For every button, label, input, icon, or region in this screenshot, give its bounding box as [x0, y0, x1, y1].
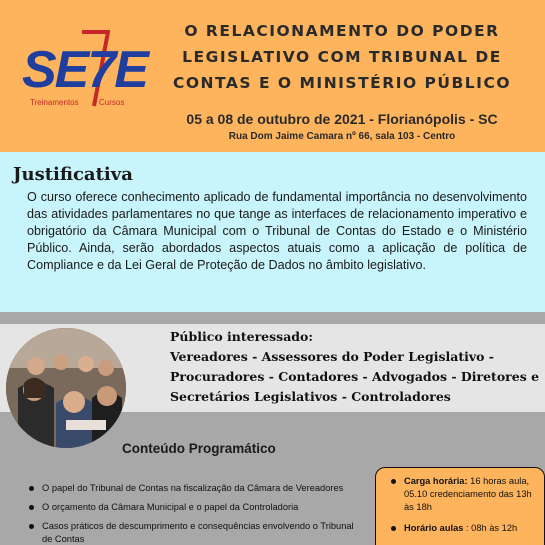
- conteudo-heading: Conteúdo Programático: [122, 441, 276, 456]
- se7e-logo: [22, 28, 147, 116]
- logo-subtext-right: Cursos: [99, 98, 125, 107]
- justificativa-section: [0, 152, 545, 312]
- justificativa-text: O curso oferece conhecimento aplicado de fundamental importância no desenvolvimento das atividades parlamentares no que tange as interfaces de relacionamento imperativo e obrigatório da Câmara Municipal com o Tribunal de Contas do Estado e o Ministério Público. Ainda, serão abordados aspectos atuais como a aplicação de política de Compliance e da Lei Geral de Proteção de Dados no âmbito legislativo.: [27, 190, 527, 272]
- carga-horaria-item: [390, 475, 540, 514]
- horario-aulas-value: : 08h às 12h: [463, 523, 518, 533]
- section-divider: [0, 312, 545, 324]
- publico-line: Secretários Legislativos - Controladores: [170, 389, 451, 404]
- horario-aulas-label: Horário aulas: [404, 523, 464, 533]
- publico-heading: Público interessado:: [170, 329, 313, 344]
- horario-aulas-item: [390, 522, 540, 535]
- carga-horaria-value: 16 horas aula, 05.10 credenciamento das 13h às 18h: [404, 476, 532, 512]
- conteudo-list: [28, 482, 358, 545]
- list-item: O papel do Tribunal de Contas na fiscalização da Câmara de Vereadores: [28, 482, 358, 495]
- carga-horaria-label: Carga horária:: [404, 476, 468, 486]
- header-banner: [0, 0, 545, 152]
- course-title: [152, 18, 532, 96]
- course-address: Rua Dom Jaime Camara nº 66, sala 103 - Centro: [228, 131, 456, 142]
- publico-line: Procuradores - Contadores - Advogados - Diretores e: [170, 369, 540, 384]
- justificativa-heading: Justificativa: [13, 164, 133, 185]
- course-title-line: O RELACIONAMENTO DO PODER: [184, 22, 500, 40]
- course-title-line: CONTAS E O MINISTÉRIO PÚBLICO: [173, 74, 511, 92]
- list-item: O orçamento da Câmara Municipal e o papel da Controladoria: [28, 501, 358, 514]
- list-item: Casos práticos de descumprimento e consequências envolvendo o Tribunal de Contas: [28, 520, 358, 545]
- logo-subtext-left: Treinamentos: [30, 98, 79, 107]
- schedule-info-box: [375, 467, 545, 545]
- audience-photo: [6, 328, 126, 448]
- logo-wordmark: SE7E: [22, 41, 147, 99]
- publico-line: Vereadores - Assessores do Poder Legislativo -: [170, 349, 494, 364]
- course-dates: 05 a 08 de outubro de 2021 - Florianópolis - SC: [186, 111, 498, 127]
- audience-photo-image: [6, 328, 126, 448]
- course-title-line: LEGISLATIVO COM TRIBUNAL DE: [182, 48, 502, 66]
